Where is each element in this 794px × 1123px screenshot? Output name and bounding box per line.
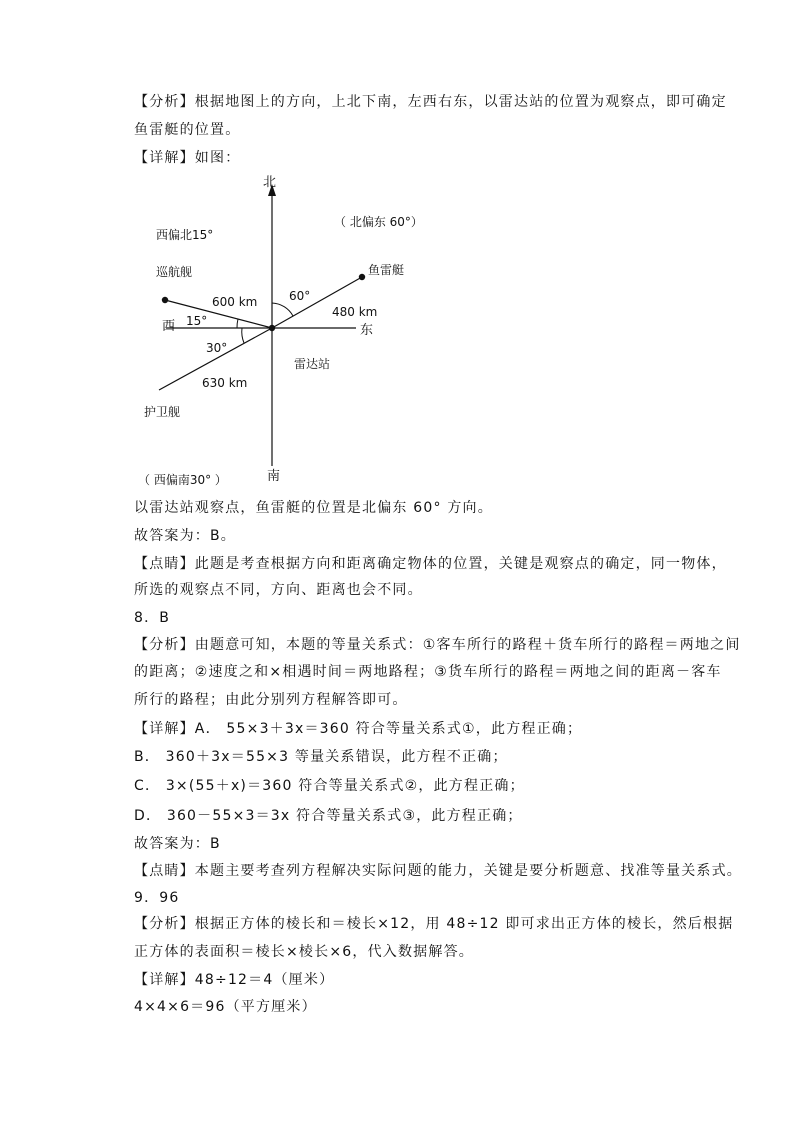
cruiser-point <box>162 297 168 303</box>
frigate-label: 护卫舰 <box>144 405 181 419</box>
angle-30-arc <box>242 328 244 343</box>
q7-conclusion: 以雷达站观察点，鱼雷艇的位置是北偏东 60° 方向。 <box>134 500 493 516</box>
q7-detail-label: 【详解】如图： <box>134 150 241 166</box>
q9-heading: 9．96 <box>134 890 180 906</box>
q8-analysis-line-3: 所行的路程；由此分别列方程解答即可。 <box>134 692 408 708</box>
q7-analysis-line-1: 【分析】根据地图上的方向，上北下南，左西右东，以雷达站的位置为观察点，即可确定 <box>134 94 727 110</box>
torpedo-boat-label: 鱼雷艇 <box>368 263 405 277</box>
west-label: 西 <box>162 319 176 334</box>
torpedo-point <box>359 274 365 280</box>
q8-answer: 故答案为：B <box>134 836 221 852</box>
q8-detail-c: C． 3×(55＋x)＝360 符合等量关系式②，此方程正确； <box>134 778 525 794</box>
west-south-30-caption: （ 西偏南30° ） <box>138 473 227 487</box>
east-label: 东 <box>360 323 374 338</box>
angle-30-label: 30° <box>206 341 228 355</box>
torpedo-ray <box>272 277 362 328</box>
q9-analysis-line-2: 正方体的表面积＝棱长×棱长×6，代入数据解答。 <box>134 944 474 960</box>
radar-point <box>269 325 275 331</box>
angle-60-arc <box>272 303 293 316</box>
angle-60-label: 60° <box>289 289 311 303</box>
q9-analysis-line-1: 【分析】根据正方体的棱长和＝棱长×12，用 48÷12 即可求出正方体的棱长，然后根据 <box>134 916 734 932</box>
q7-comment-line-2: 所选的观察点不同，方向、距离也会不同。 <box>134 582 423 598</box>
torpedo-distance: 480 km <box>332 305 378 319</box>
south-label: 南 <box>267 469 281 484</box>
q9-detail-line-1: 【详解】48÷12＝4（厘米） <box>134 972 335 988</box>
q7-analysis-line-2: 鱼雷艇的位置。 <box>134 122 241 138</box>
q8-analysis-line-2: 的距离；②速度之和×相遇时间＝两地路程；③货车所行的路程＝两地之间的距离－客车 <box>134 664 722 680</box>
west-north-15-caption: 西偏北15° <box>156 228 214 242</box>
q8-comment: 【点睛】本题主要考查列方程解决实际问题的能力，关键是要分析题意、找准等量关系式。 <box>134 863 742 879</box>
q7-comment-line-1: 【点睛】此题是考查根据方向和距离确定物体的位置，关键是观察点的确定，同一物体， <box>134 556 727 572</box>
direction-diagram <box>134 168 464 490</box>
cruiser-distance: 600 km <box>212 295 258 309</box>
radar-station-label: 雷达站 <box>294 357 331 371</box>
q8-heading: 8．B <box>134 610 171 626</box>
angle-15-label: 15° <box>186 314 208 328</box>
north-label: 北 <box>263 175 277 190</box>
q8-analysis-line-1: 【分析】由题意可知，本题的等量关系式：①客车所行的路程＋货车所行的路程＝两地之间 <box>134 637 741 653</box>
north-east-60-caption: （ 北偏东 60°） <box>334 215 423 229</box>
frigate-distance: 630 km <box>202 376 248 390</box>
q8-detail-b: B． 360＋3x＝55×3 等量关系错误，此方程不正确； <box>134 749 508 765</box>
q7-answer: 故答案为：B。 <box>134 528 237 544</box>
angle-15-arc <box>237 319 238 328</box>
q8-detail-d: D． 360－55×3＝3x 符合等量关系式③，此方程正确； <box>134 808 523 824</box>
cruiser-label: 巡航舰 <box>156 265 193 279</box>
q8-detail-a: 【详解】A． 55×3＋3x＝360 符合等量关系式①，此方程正确； <box>134 721 583 737</box>
q9-detail-line-2: 4×4×6＝96（平方厘米） <box>134 999 317 1015</box>
